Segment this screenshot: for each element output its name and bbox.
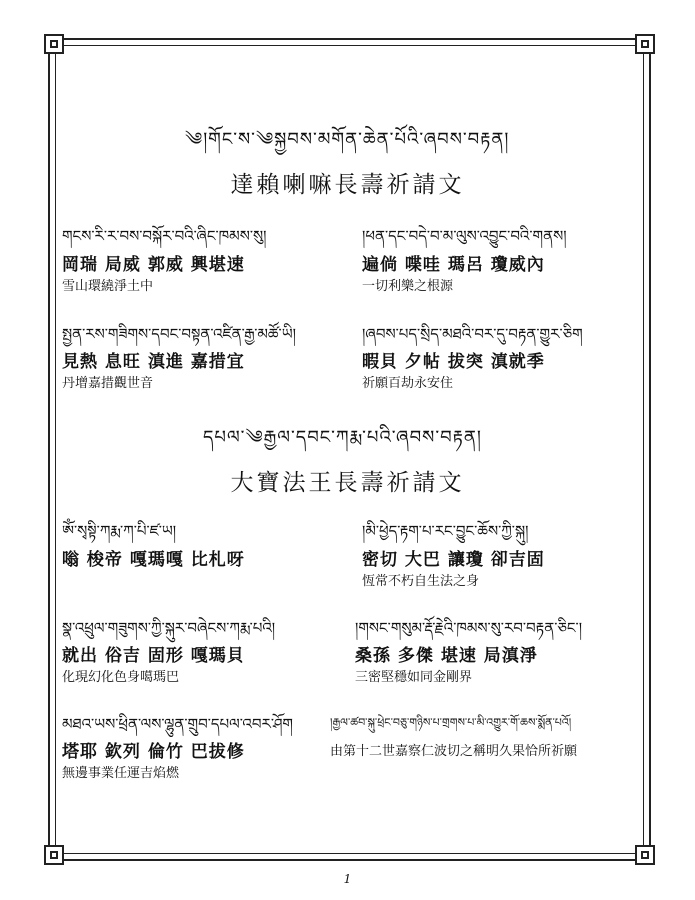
verse-phonetic: 遍倘 喋哇 瑪呂 瓊威內 [362,255,545,275]
verse-tibetan: །མི་ཕྱེད་རྟག་པ་རང་བྱུང་ཆོས་ཀྱི་སྐུ། [362,522,529,540]
verse-tibetan: སྣ་འཕྲུལ་གཟུགས་ཀྱི་སྐུར་བཞེངས་ཀརྨ་པའི། [62,619,276,637]
page-number: 1 [343,872,352,886]
verse-tibetan: ཨོཾ་སྭསྟི་ཀརྨ་ཀ་པི་ཛ་ཡ། [62,522,177,540]
verse-translation: 恆常不朽自生法之身 [362,574,480,589]
verse-tibetan: མཐའ་ཡས་ཕྲིན་ལས་ལྷུན་གྲུབ་དཔལ་འབར་ཤོག [62,715,293,733]
verse-tibetan: སྤྱན་རས་གཟིགས་དབང་བསྟན་འཛིན་རྒྱ་མཚོ་ཡི། [62,325,296,343]
prayer1-title-tibetan: ༄།གོང་ས་༄སྐྱབས་མགོན་ཆེན་པོའི་ཞབས་བརྟན། [185,129,510,150]
prayer2-title-chinese: 大寶法王長壽祈請文 [230,470,465,496]
verse-translation: 一切利樂之根源 [362,279,454,294]
verse-tibetan: །གསང་གསུམ་རྡོ་རྗེའི་ཁམས་སུ་རབ་བརྟན་ཅིང་། [355,619,583,637]
verse-tibetan: །ཕན་དང་བདེ་བ་མ་ལུས་འབྱུང་བའི་གནས། [362,227,567,245]
verse-translation: 三密堅穩如同金剛界 [355,670,473,685]
verse-translation: 雪山環繞淨土中 [62,279,154,294]
verse-phonetic: 就出 俗吉 固形 嘎瑪貝 [62,646,245,666]
colophon-chinese: 由第十二世嘉察仁波切之稱明久果恰所祈願 [330,744,578,759]
verse-phonetic: 暇貝 夕帖 拔突 滇就季 [362,352,545,372]
prayer2-title-tibetan: དཔལ་༄རྒྱལ་དབང་ཀརྨ་པའི་ཞབས་བརྟན། [203,427,482,448]
verse-translation: 祈願百劫永安住 [362,376,454,391]
corner-ornament-top-left [44,34,64,54]
verse-tibetan: །ཞབས་པད་སྲིད་མཐའི་བར་དུ་བརྟན་གྱུར་ཅིག [362,325,583,343]
verse-phonetic: 密切 大巴 讓瓊 卻吉固 [362,550,545,570]
verse-phonetic: 岡瑞 局威 郭威 興堪速 [62,255,245,275]
verse-translation: 丹增嘉措觀世音 [62,376,154,391]
corner-ornament-top-right [635,34,655,54]
verse-translation: 無邊事業任運吉焰燃 [62,766,180,781]
verse-phonetic: 嗡 梭帝 嘎瑪嘎 比札呀 [62,550,245,570]
verse-phonetic: 塔耶 欽列 倫竹 巴拔修 [62,742,245,762]
colophon-tibetan: །རྒྱལ་ཚབ་སྐུ་ཕྲེང་བཅུ་གཉིས་པ་གྲགས་པ་མི་འགྱུར་གོ་ཆས་སྨོན་པའོ། [330,716,572,729]
corner-ornament-bottom-right [635,845,655,865]
corner-ornament-bottom-left [44,845,64,865]
prayer1-title-chinese: 達賴喇嘛長壽祈請文 [230,172,465,198]
verse-tibetan: གངས་རི་ར་བས་བསྐོར་བའི་ཞིང་ཁམས་སུ། [62,227,267,245]
verse-phonetic: 桑孫 多傑 堪速 局滇淨 [355,646,538,666]
verse-phonetic: 見熱 息旺 滇進 嘉措宜 [62,352,245,372]
verse-translation: 化現幻化色身噶瑪巴 [62,670,180,685]
